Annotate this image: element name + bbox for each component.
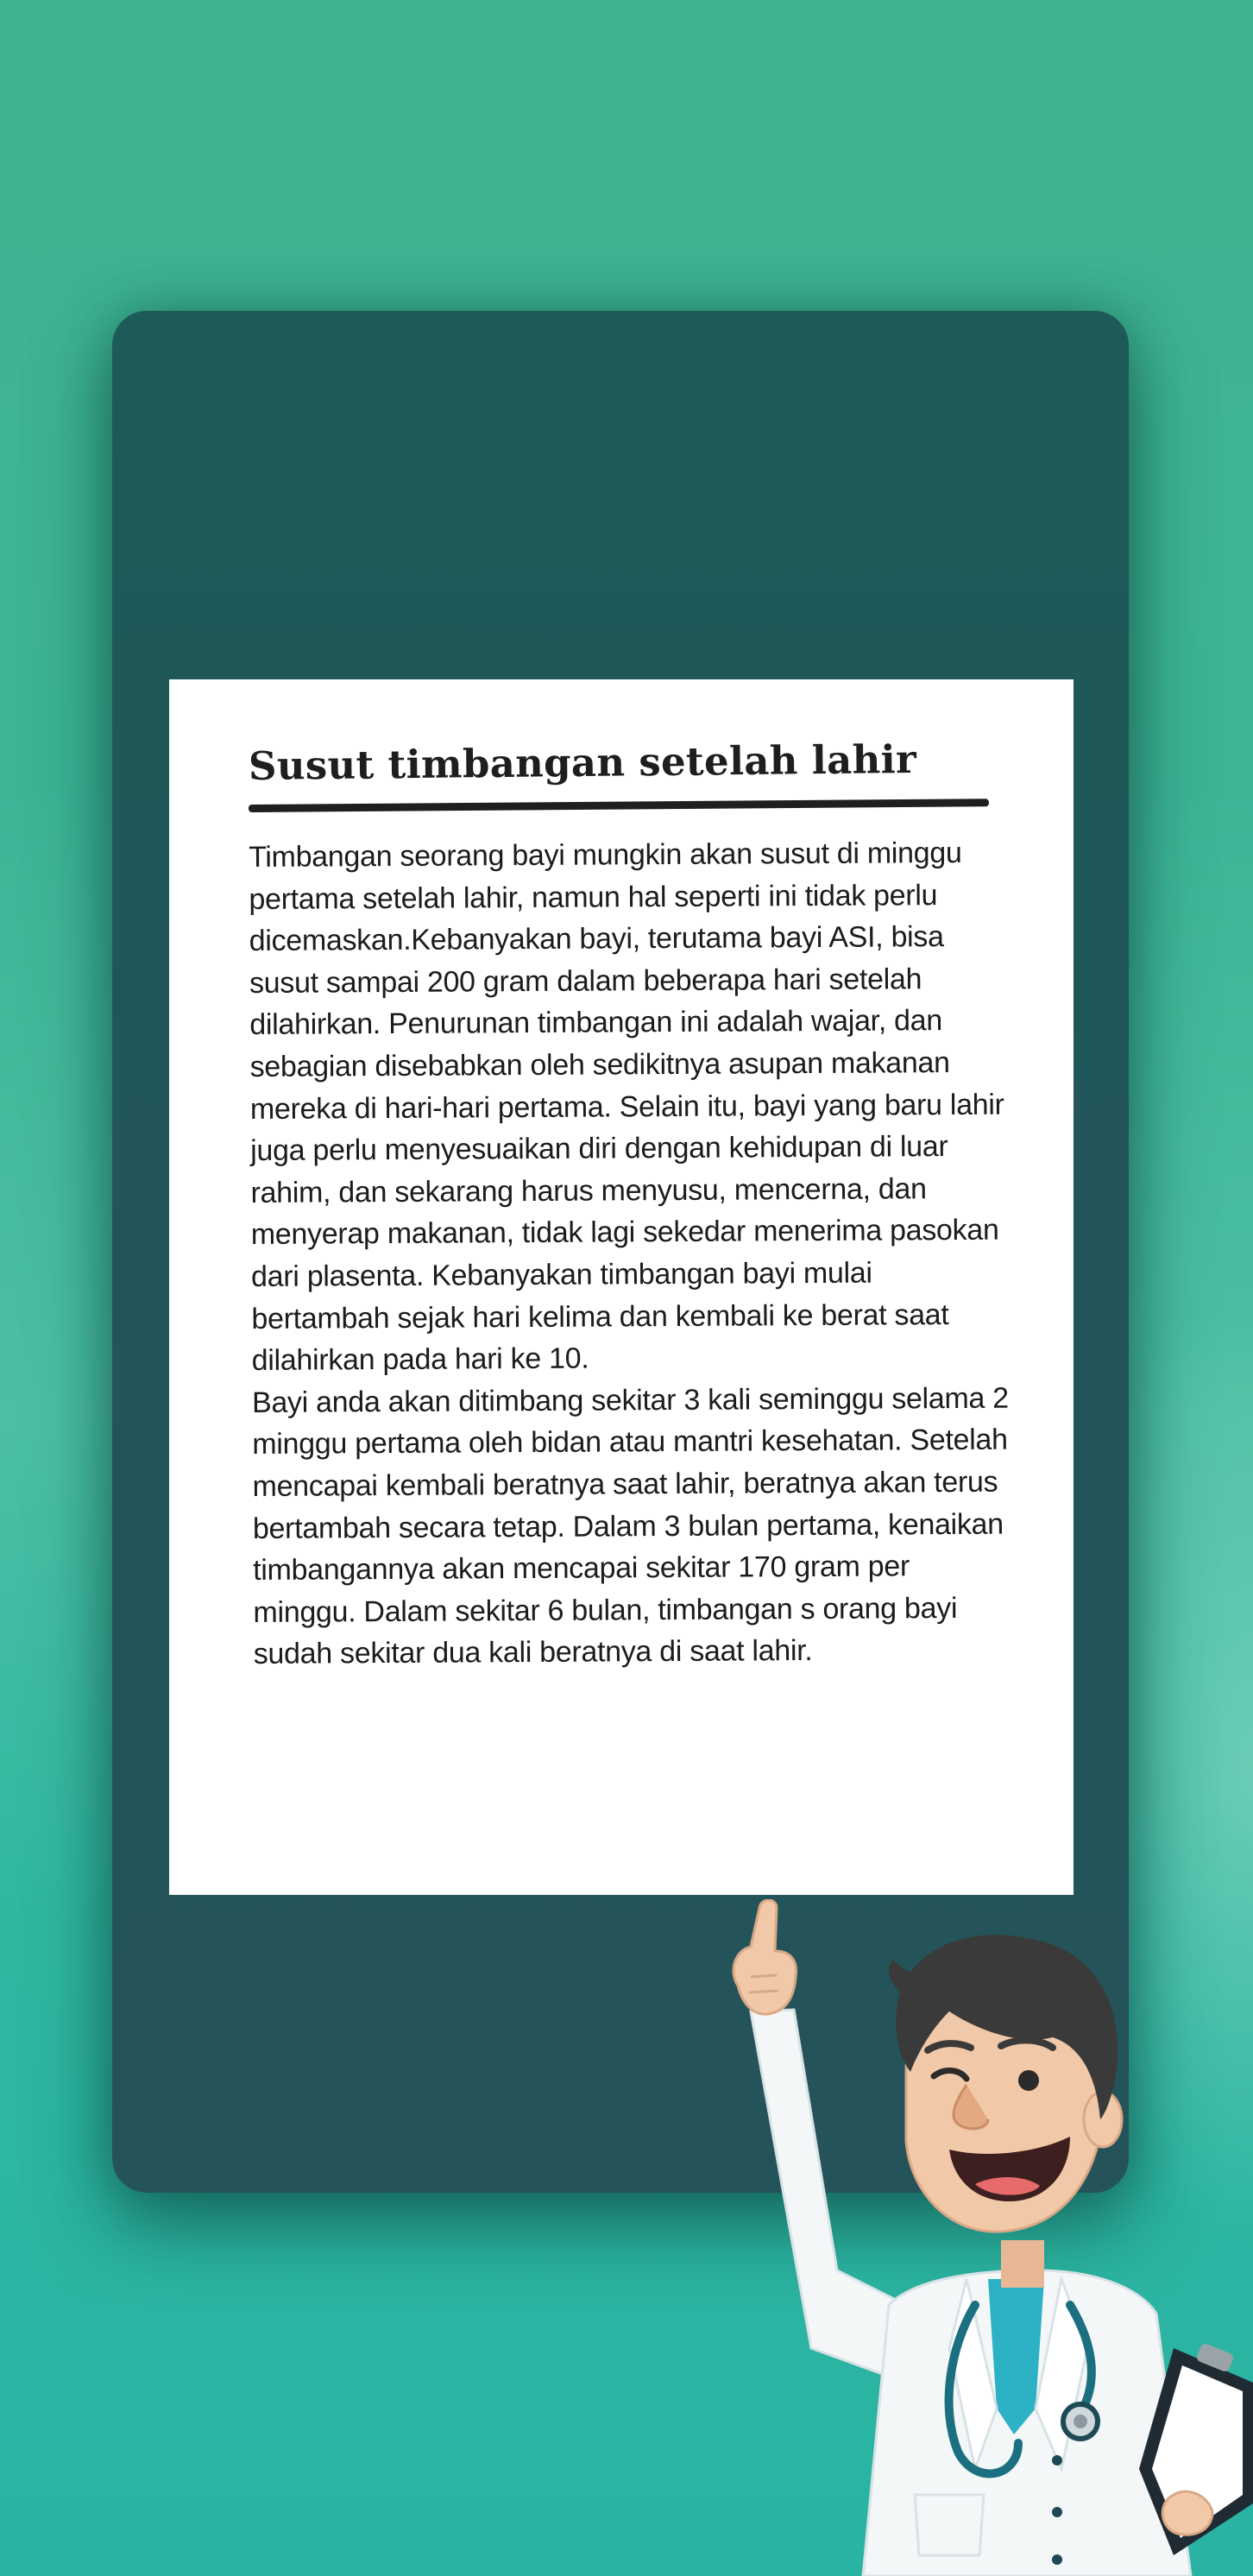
article-body bbox=[249, 832, 1013, 1676]
title-underline bbox=[249, 799, 989, 812]
article-paragraph-2: Bayi anda akan ditimbang sekitar 3 kali seminggu selama 2 minggu pertama oleh bidan atau mantri kesehatan. Setelah mencapai kembali beratnya saat lahir, beratnya akan terus bertambah secara tetap. Dalam 3 bulan pertama, kenaikan timbangannya akan mencapai sekitar 170 gram per minggu. Dalam sekitar 6 bulan, timbangan s orang bayi sudah sekitar dua kali beratnya di saat lahir. bbox=[251, 1381, 1009, 1671]
doctor-raised-arm bbox=[734, 1900, 906, 2383]
article-card bbox=[169, 679, 1074, 1895]
doctor-body bbox=[863, 2270, 1191, 2576]
doctor-illustration bbox=[690, 1899, 1253, 2576]
article-paragraph-1: Timbangan seorang bayi mungkin akan susut di minggu pertama setelah lahir, namun hal seperti ini tidak perlu dicemaskan.Kebanyakan bayi, terutama bayi ASI, bisa susut sampai 200 gram dalam beberapa hari setelah dilahirkan. Penurunan timbangan ini adalah wajar, dan sebagian disebabkan oleh sedikitnya asupan makanan mereka di hari-hari pertama. Selain itu, bayi yang baru lahir juga perlu menyesuaikan diri dengan kehidupan di luar rahim, dan sekarang harus menyusu, mencerna, dan menyerap makanan, tidak lagi sekedar menerima pasokan dari plasenta. Kebanyakan timbangan bayi mulai bertambah sejak hari kelima dan kembali ke berat saat dilahirkan pada hari ke 10. bbox=[249, 836, 1004, 1378]
doctor-head bbox=[889, 1935, 1122, 2288]
article-title: Susut timbangan setelah lahir bbox=[248, 736, 917, 789]
